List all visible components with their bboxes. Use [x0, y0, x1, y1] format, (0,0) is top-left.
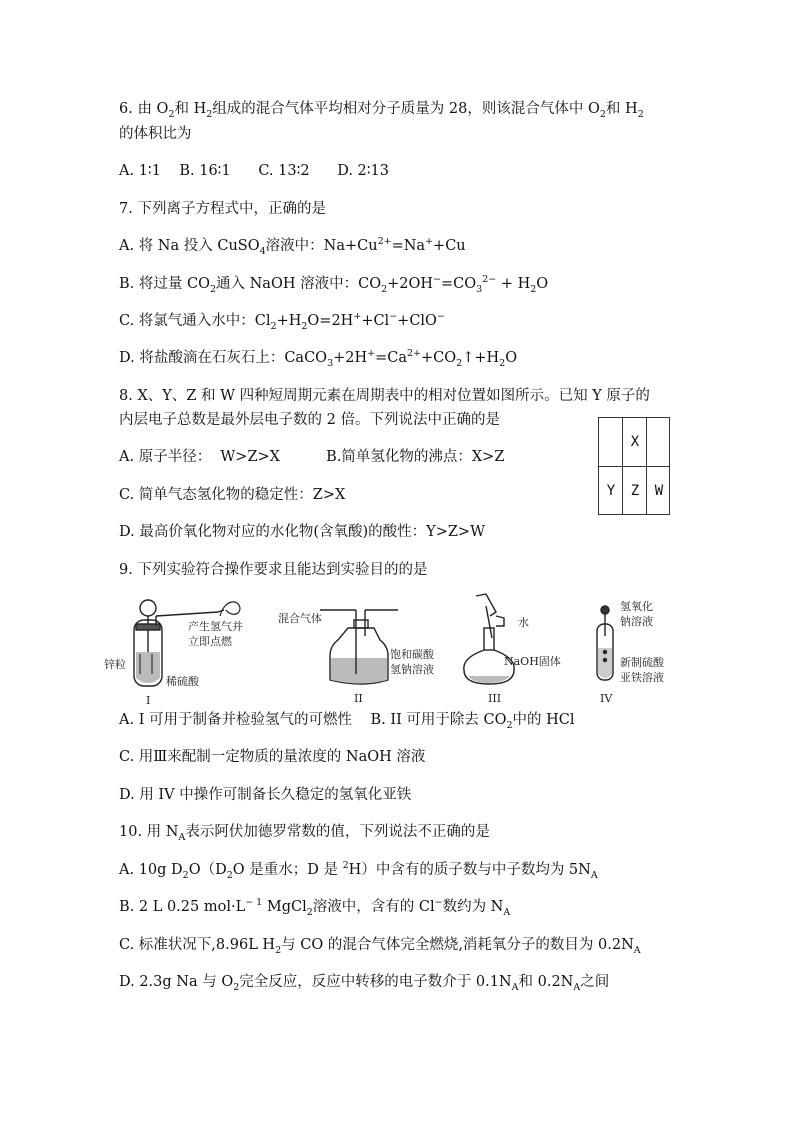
fig-i-acid: 稀硫酸 — [166, 675, 199, 688]
q10-option-b: B. 2 L 0.25 $mol\cdot L^{- 1}$ MgCl$_2$溶液中，含有的 Cl−数约为 $N_A$ — [119, 897, 511, 918]
fig-ii-gas: 混合气体 — [278, 612, 322, 625]
fig-iii-roman: III — [488, 692, 502, 705]
fig-i-roman: I — [146, 694, 151, 707]
fig-i-zinc: 锌粒 — [104, 658, 126, 671]
fig-i-label1: 产生氢气并 — [188, 620, 243, 633]
experiment-figures — [100, 590, 700, 710]
periodic-position-table — [598, 417, 670, 515]
apparatus-iv — [597, 606, 613, 680]
q8-stem-line1: 8. X、Y、Z 和 W 四种短周期元素在周期表中的相对位置如图所示。已知 Y 原子的 — [119, 388, 650, 404]
q6-options: A. 1∶1 B. 16∶1 C. 13∶2 D. 2∶13 — [119, 163, 390, 179]
q10-option-a: A. 10g $D_2O(D_2O$ 是重水；D 是 $^2$H）中含有的质子数与中子数均为 $5N_A$ — [119, 860, 598, 881]
q9-option-d: D. 用 IV 中操作可制备长久稳定的氢氧化亚铁 — [119, 787, 412, 803]
q8-option-c: C. 简单气态氢化物的稳定性：Z>X — [119, 487, 346, 503]
q10-stem: 10. 用 $N_A$表示阿伏加德罗常数的值，下列说法不正确的是 — [119, 824, 490, 843]
q6-stem-line1: 6. 由 $O_2$和 $H_2$组成的混合气体平均相对分子质量为 28，则该混合气体中 $O_2$和 $H_2$ — [119, 101, 644, 120]
q6-stem-line2: 的体积比为 — [119, 126, 192, 142]
cell-y: Y — [606, 483, 616, 499]
q10-option-d: D. 2.3g Na 与 $O_2$完全反应，反应中转移的电子数介于 $0.1N_A$和 $0.2N_A$之间 — [119, 974, 610, 993]
q8-stem-line2: 内层电子总数是最外层电子数的 2 倍。下列说法中正确的是 — [119, 412, 500, 428]
apparatus-ii — [320, 610, 398, 684]
q8-option-d: D. 最高价氧化物对应的水化物(含氧酸)的酸性：Y>Z>W — [119, 524, 485, 540]
q9-stem: 9. 下列实验符合操作要求且能达到实验目的的是 — [119, 562, 428, 578]
q7-stem: 7. 下列离子方程式中，正确的是 — [119, 201, 326, 217]
cell-x: X — [630, 434, 640, 450]
q7-option-b: B. 将过量 $CO_2$通入 NaOH 溶液中：$CO_2+2OH^-=CO_3^{2-} + H_2O$ — [119, 274, 549, 295]
q10-option-c: C. 标准状况下,8.96L $H_2$与 CO 的混合气体完全燃烧,消耗氧分子的数目为 $0.2N_A$ — [119, 937, 641, 956]
fig-iv-l2: 钠溶液 — [620, 615, 653, 628]
q9-option-a-b: A. I 可用于制备并检验氢气的可燃性 B. II 可用于除去 $CO_2$中的 HCl — [119, 712, 575, 731]
apparatus-iii — [464, 594, 514, 684]
fig-iv-l4: 亚铁溶液 — [620, 671, 664, 684]
fig-iv-l1: 氢氧化 — [620, 600, 653, 613]
q7-option-d: D. 将盐酸滴在石灰石上：$CaCO_3+2H^+=Ca^{2+}+CO_2↑+H_2O$ — [119, 348, 518, 369]
q8-option-a-b: A. 原子半径： W>Z>X B.简单氢化物的沸点：X>Z — [119, 449, 505, 465]
fig-iii-water: 水 — [518, 616, 529, 629]
fig-ii-roman: II — [354, 692, 363, 705]
fig-iii-solid: NaOH固体 — [504, 655, 561, 668]
fig-i-label2: 立即点燃 — [188, 635, 232, 648]
fig-ii-sol1: 饱和碳酸 — [390, 648, 434, 661]
fig-iv-l3: 新制硫酸 — [620, 656, 664, 669]
fig-ii-sol2: 氢钠溶液 — [390, 663, 434, 676]
q9-option-c: C. 用Ⅲ来配制一定物质的量浓度的 NaOH 溶液 — [119, 749, 426, 765]
cell-z: Z — [630, 483, 640, 499]
q7-option-a: A. 将 Na 投入 CuSO$_4$溶液中：$Na+Cu^{2+}=Na^++Cu$ — [119, 236, 466, 257]
fig-iv-roman: IV — [600, 692, 613, 705]
q7-option-c: C. 将氯气通入水中：$Cl_2+H_2O=2H^++Cl^-+ClO^-$ — [119, 311, 445, 332]
cell-w: W — [654, 483, 664, 499]
